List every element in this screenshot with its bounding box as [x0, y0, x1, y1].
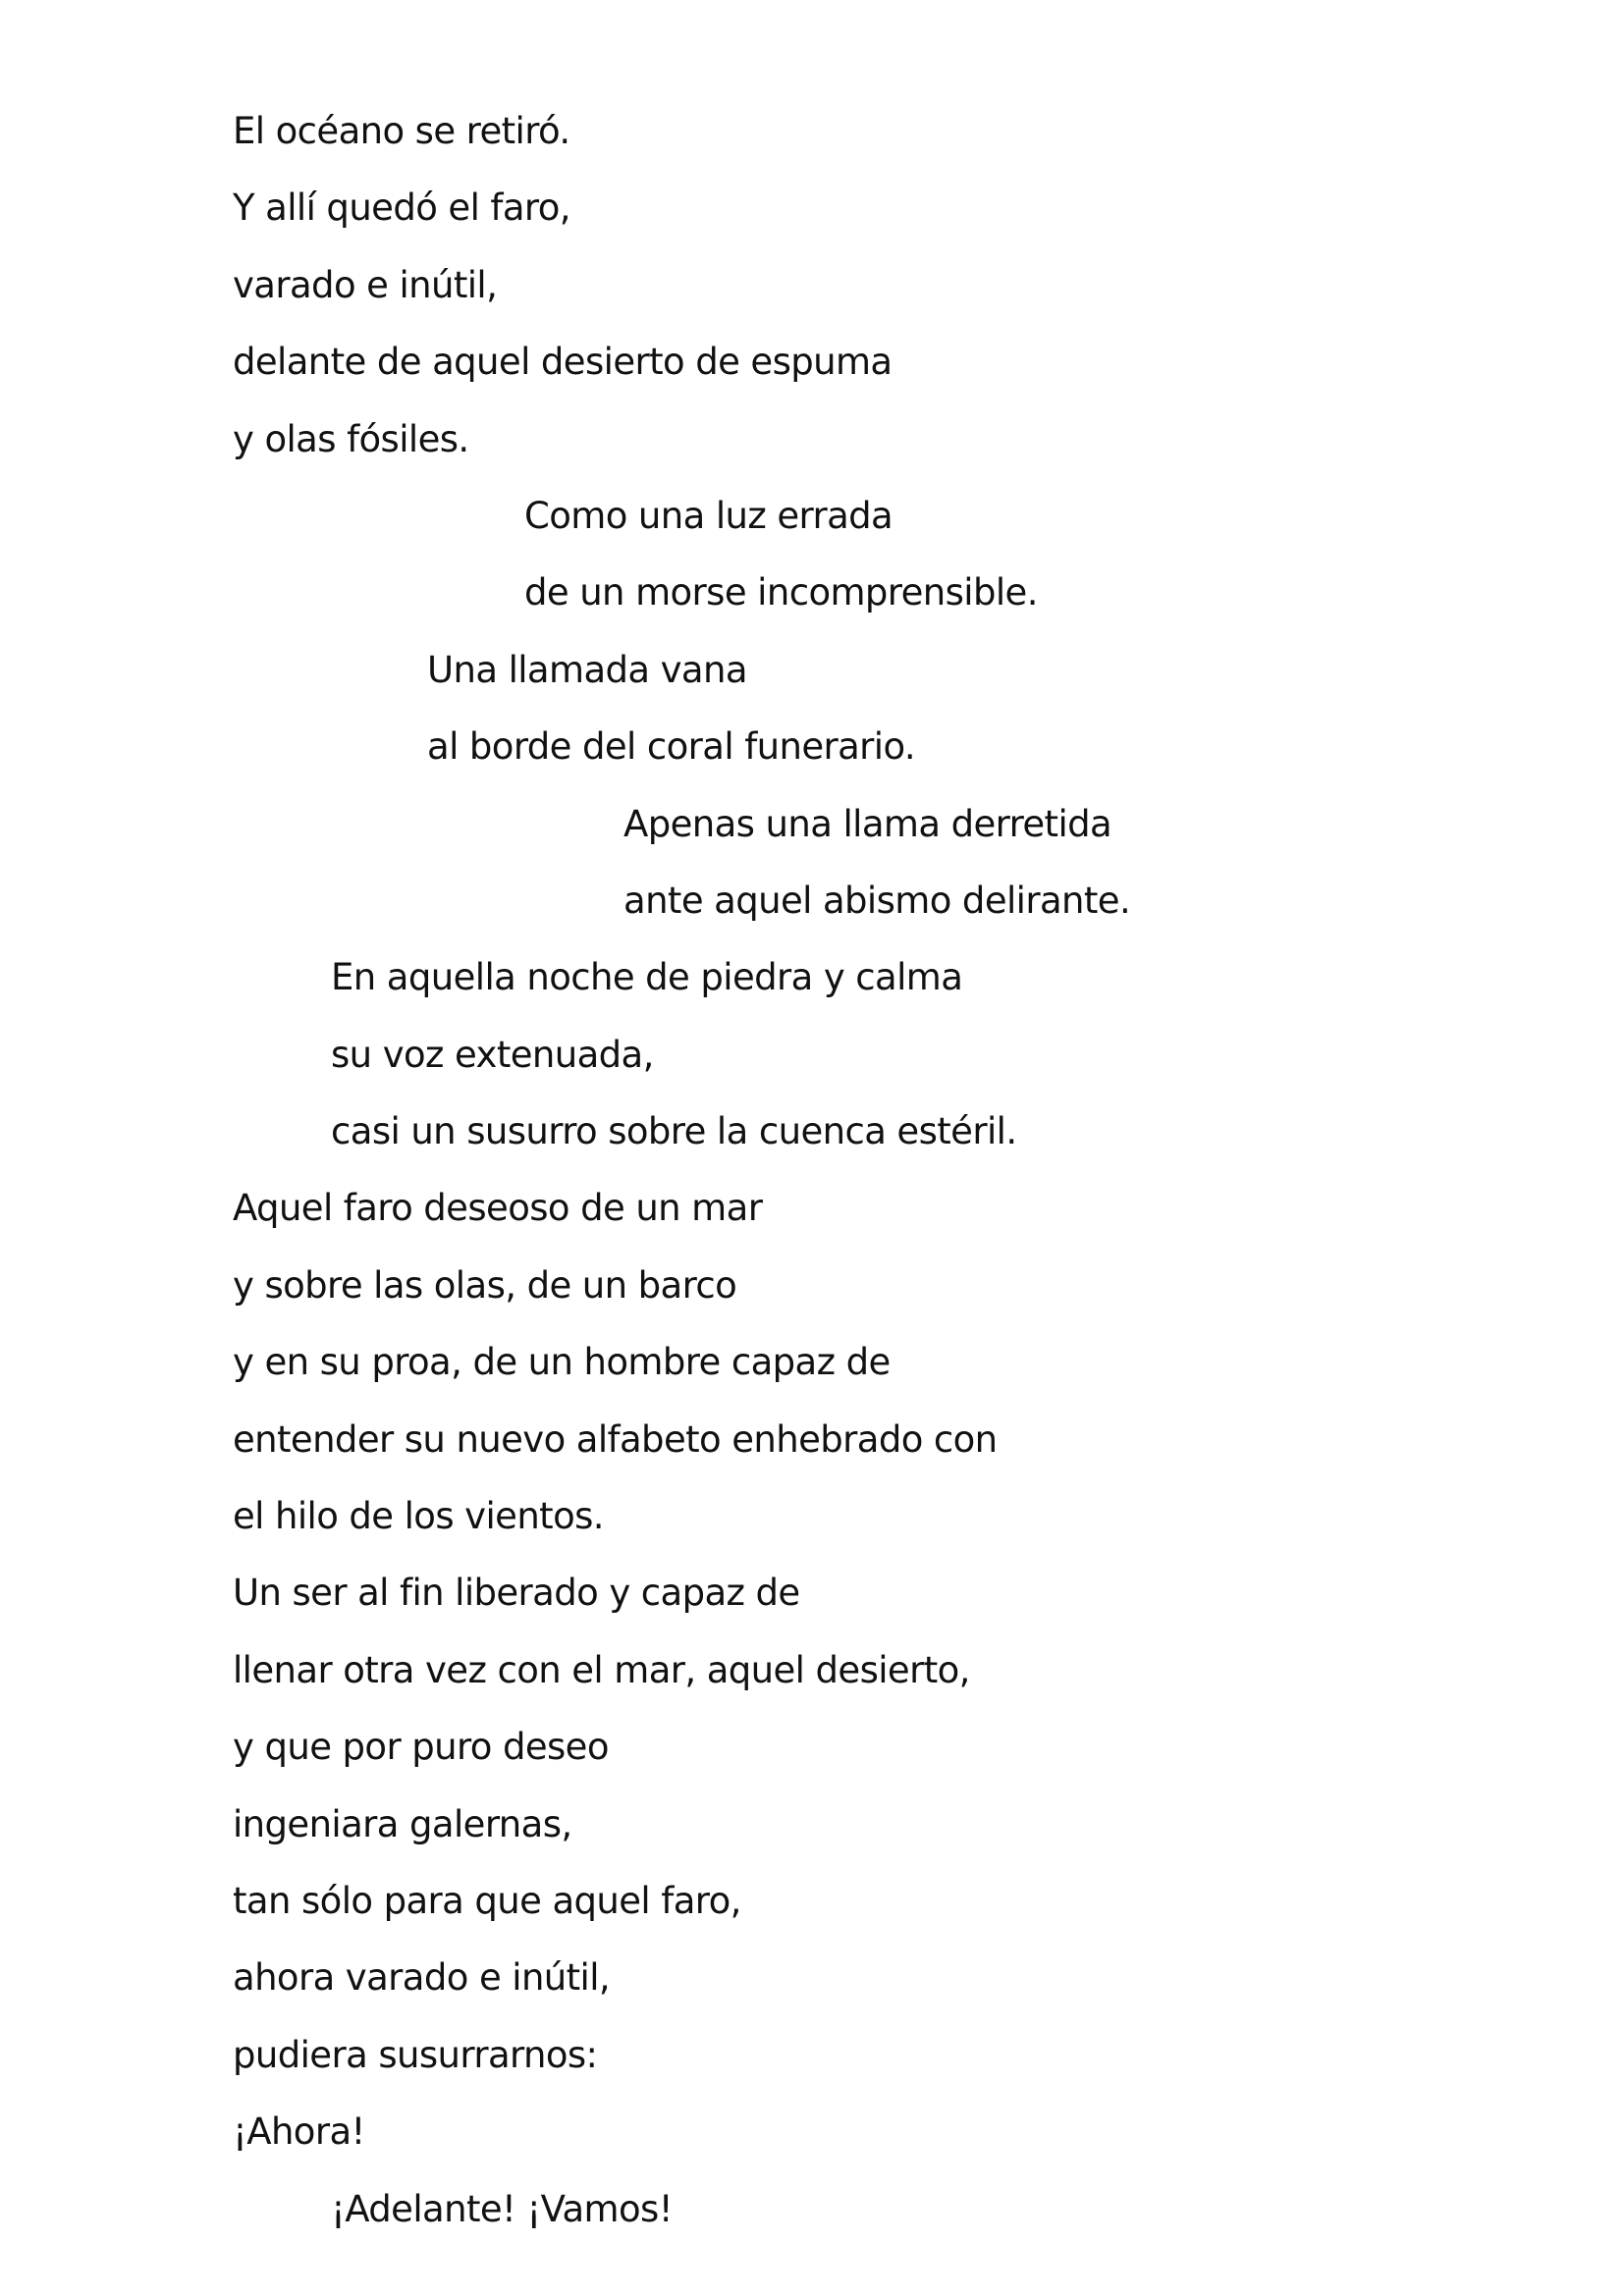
poem-line: varado e inútil, — [233, 263, 498, 306]
poem-line: Un ser al fin liberado y capaz de — [233, 1572, 800, 1615]
poem-line: Aquel faro deseoso de un mar — [233, 1187, 763, 1230]
poem-line: al borde del coral funerario. — [427, 725, 916, 769]
poem-line: Como una luz errada — [524, 494, 893, 537]
poem-line: casi un susurro sobre la cuenca estéril. — [331, 1110, 1017, 1153]
poem-line: pudiera susurrarnos: — [233, 2033, 598, 2076]
poem-line: y olas fósiles. — [233, 417, 469, 460]
poem-line: El océano se retiró. — [233, 110, 570, 152]
poem-line: ingeniara galernas, — [233, 1802, 572, 1845]
poem-line: llenar otra vez con el mar, aquel desierto, — [233, 1648, 970, 1691]
poem-line: ¡Adelante! ¡Vamos! — [331, 2187, 673, 2230]
poem-line: delante de aquel desierto de espuma — [233, 341, 893, 384]
poem-line: Apenas una llama derretida — [623, 802, 1112, 845]
poem-line: En aquella noche de piedra y calma — [331, 956, 963, 999]
poem-line: ¡Ahora! — [233, 2110, 365, 2154]
poem-line: ante aquel abismo delirante. — [623, 879, 1131, 922]
poem-line: el hilo de los vientos. — [233, 1495, 604, 1538]
poem-line: Una llamada vana — [427, 648, 747, 691]
poem-line: su voz extenuada, — [331, 1033, 654, 1076]
poem-line: Y allí quedó el faro, — [233, 187, 570, 230]
poem-line: entender su nuevo alfabeto enhebrado con — [233, 1417, 998, 1461]
poem-line: y sobre las olas, de un barco — [233, 1263, 737, 1307]
poem-line: de un morse incomprensible. — [524, 571, 1038, 614]
poem-line: y en su proa, de un hombre capaz de — [233, 1341, 891, 1384]
poem-line: ahora varado e inútil, — [233, 1956, 611, 2000]
poem-line: tan sólo para que aquel faro, — [233, 1879, 741, 1922]
poem-body — [233, 93, 1509, 2248]
poem-line: y que por puro deseo — [233, 1726, 609, 1769]
